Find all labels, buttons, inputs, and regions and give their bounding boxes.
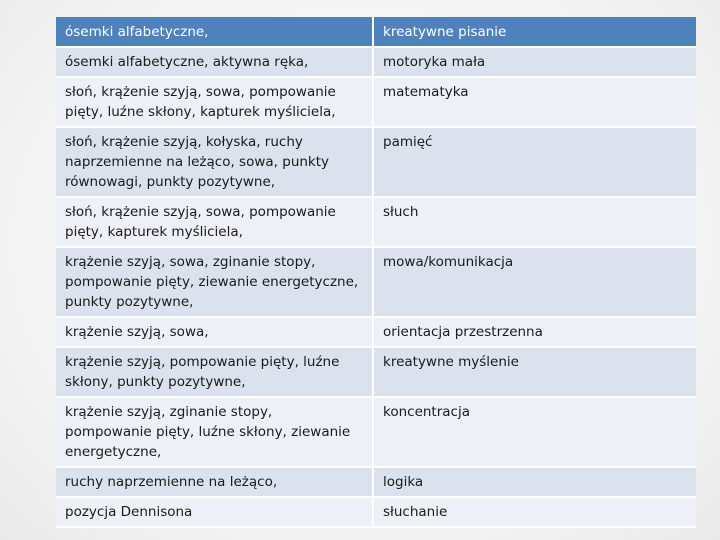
table-cell-skill: motoryka mała — [374, 48, 696, 78]
table-row — [56, 398, 696, 468]
table-cell-skill: kreatywne myślenie — [374, 348, 696, 398]
table-cell-exercises: słoń, krążenie szyją, sowa, pompowanie pięty, luźne skłony, kapturek myśliciela, — [56, 78, 374, 128]
table-cell-skill: logika — [374, 468, 696, 498]
table-row — [56, 198, 696, 248]
table-row — [56, 128, 696, 198]
table-cell-exercises: słoń, krążenie szyją, kołyska, ruchy naprzemienne na leżąco, sowa, punkty równowagi, punkty pozytywne, — [56, 128, 374, 198]
exercise-skill-table — [56, 17, 696, 528]
table-cell-skill: mowa/komunikacja — [374, 248, 696, 318]
table-cell-exercises: ósemki alfabetyczne, aktywna ręka, — [56, 48, 374, 78]
table-cell-exercises: krążenie szyją, zginanie stopy, pompowanie pięty, luźne skłony, ziewanie energetyczne, — [56, 398, 374, 468]
table-row — [56, 468, 696, 498]
table-cell-exercises: krążenie szyją, sowa, zginanie stopy, pompowanie pięty, ziewanie energetyczne, punkty pozytywne, — [56, 248, 374, 318]
table-cell-skill: słuch — [374, 198, 696, 248]
table-cell-exercises: ruchy naprzemienne na leżąco, — [56, 468, 374, 498]
table-header-cell-exercises: ósemki alfabetyczne, — [56, 17, 374, 48]
table-cell-skill: słuchanie — [374, 498, 696, 528]
table-header-row — [56, 17, 696, 48]
table-row — [56, 318, 696, 348]
table-row — [56, 248, 696, 318]
table-cell-exercises: krążenie szyją, pompowanie pięty, luźne skłony, punkty pozytywne, — [56, 348, 374, 398]
table-cell-exercises: krążenie szyją, sowa, — [56, 318, 374, 348]
table-cell-skill: koncentracja — [374, 398, 696, 468]
table-row — [56, 498, 696, 528]
table-cell-skill: matematyka — [374, 78, 696, 128]
table-cell-skill: orientacja przestrzenna — [374, 318, 696, 348]
table-header-cell-skill: kreatywne pisanie — [374, 17, 696, 48]
table-cell-skill: pamięć — [374, 128, 696, 198]
table-row — [56, 78, 696, 128]
table-cell-exercises: słoń, krążenie szyją, sowa, pompowanie pięty, kapturek myśliciela, — [56, 198, 374, 248]
table-row — [56, 348, 696, 398]
table-cell-exercises: pozycja Dennisona — [56, 498, 374, 528]
table-row — [56, 48, 696, 78]
